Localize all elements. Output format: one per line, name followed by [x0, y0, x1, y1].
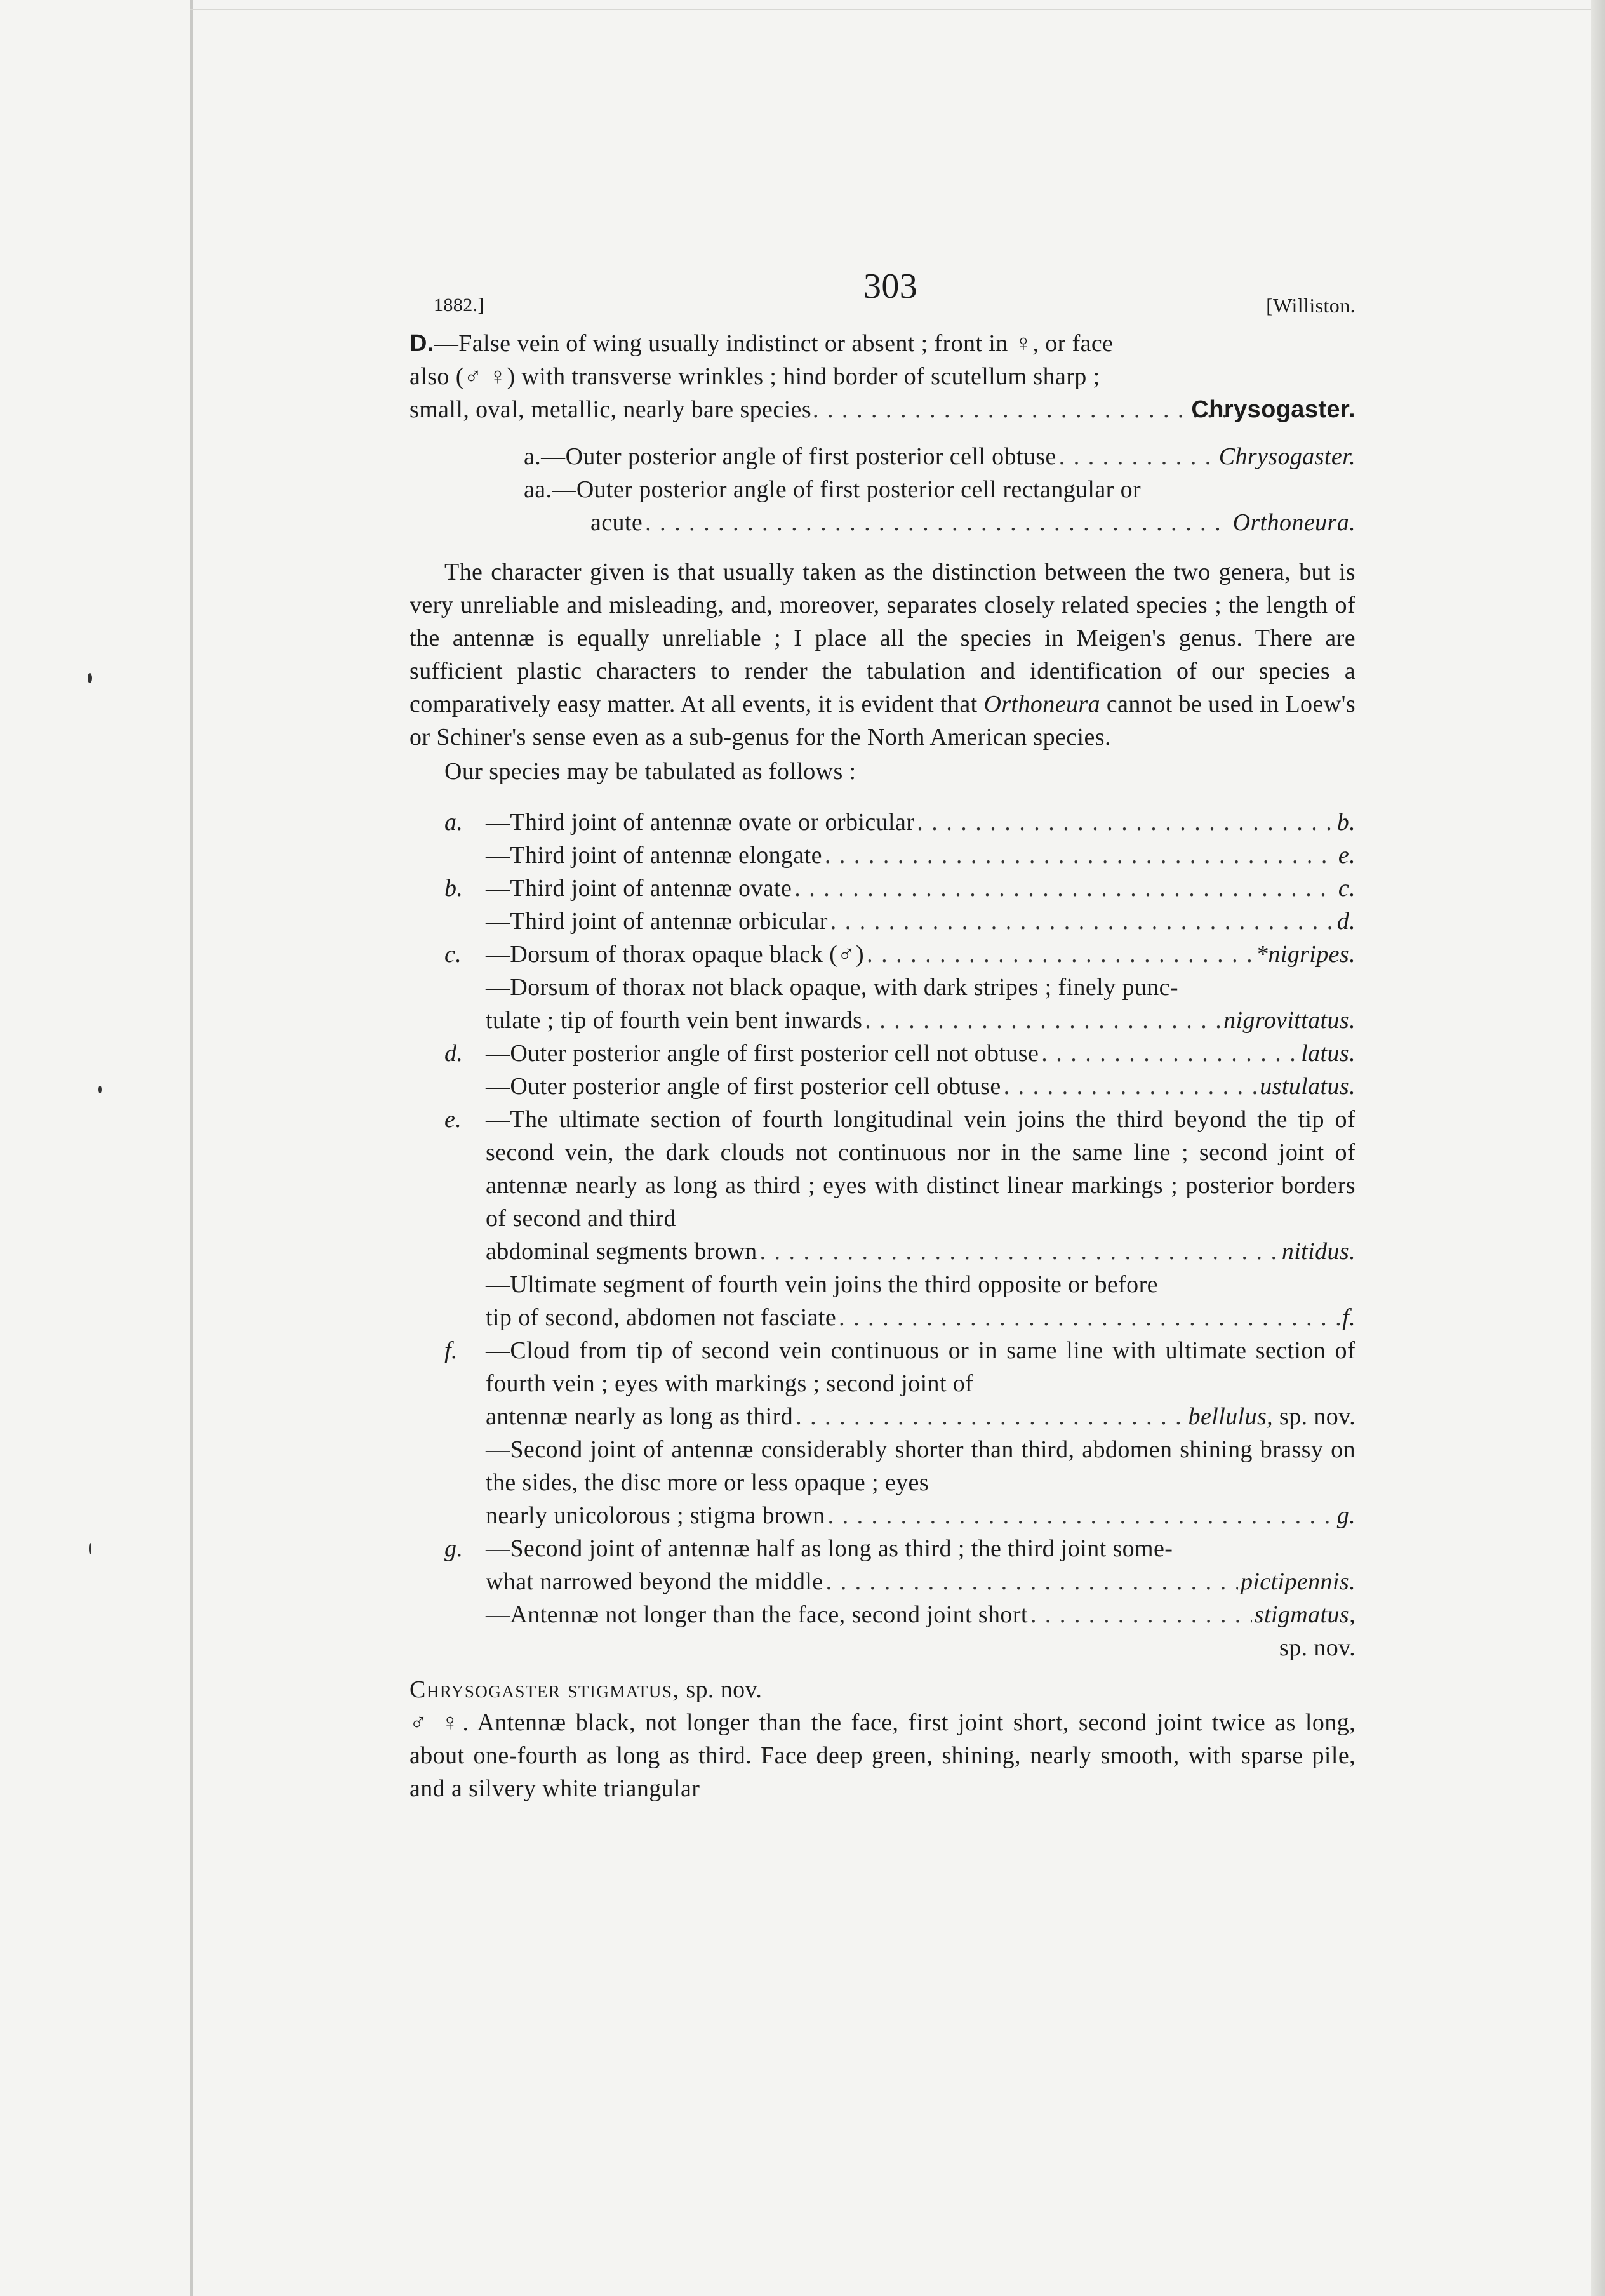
key-couplet-b: b. —Third joint of antennæ ovate . . . c. —Third joint of antennæ orbicular . . . d.: [410, 872, 1355, 938]
scan-speck: [88, 673, 92, 683]
key-intro: Our species may be tabulated as follows :: [444, 758, 856, 785]
header-author: [Williston.: [1266, 294, 1355, 317]
header-year: 1882.]: [434, 295, 484, 316]
binding-gutter-line: [190, 0, 193, 2296]
page-top-edge: [190, 0, 1592, 10]
species-description: ♂ ♀. Antennæ black, not longer than the face, first joint short, second joint twice as long, about one-fourth as long as third. Face deep green, shining, nearly smooth, with sparse pile, and a silvery white triangular: [410, 1709, 1355, 1802]
species-key: [410, 806, 1355, 1664]
key-d-line1: —False vein of wing usually indistinct or absent ; front in ♀, or face: [434, 330, 1114, 357]
page-number: 303: [863, 267, 918, 306]
document-page: [410, 267, 1356, 1805]
key-couplet-c: c. —Dorsum of thorax opaque black (♂) . . . *nigripes. —Dorsum of thorax not black opaque, with dark stripes ; finely punc- tulate ; tip of fourth vein bent inwards . . . nigrovittatus.: [410, 938, 1355, 1037]
key-couplet-g: g. —Second joint of antennæ half as long as third ; the third joint some- what narrowed beyond the middle . . . pictipennis. —Antennæ not longer than the face, second joint short . . . stigmatus, sp. nov.: [410, 1532, 1355, 1664]
subkey-list: [410, 440, 1355, 539]
key-entry-d: [410, 327, 1355, 426]
species-heading: Chrysogaster stigmatus, sp. nov.: [410, 1676, 763, 1703]
body-paragraph: The character given is that usually taken as the distinction between the two genera, but is very unreliable and misleading, and, moreover, separates closely related species ; the length of the antennæ is equally unreliable ; I place all the species in Meigen's genus. There are sufficient plastic characters to render the tabulation and identification of our species a comparatively easy matter. At all events, it is evident that Orthoneura cannot be used in Loew's or Schiner's sense even as a sub-genus for the North American species.: [410, 559, 1356, 751]
key-couplet-f: f. —Cloud from tip of second vein continuous or in same line with ultimate section of fourth vein ; eyes with markings ; second joint of antennæ nearly as long as third . . . bellulus, sp. nov. —Second joint of antennæ considerably shorter than third, abdomen shining brassy on the sides, the disc more or less opaque ; eyes nearly unicolorous ; stigma brown . . . g.: [410, 1334, 1355, 1532]
subkey-item: aa.—Outer posterior angle of first posterior cell rectangular or acute . . . Orthoneura.: [524, 473, 1355, 539]
scan-speck: [98, 1086, 102, 1093]
key-d-line3: small, oval, metallic, nearly bare species: [410, 396, 812, 423]
key-couplet-e: e. —The ultimate section of fourth longitudinal vein joins the third beyond the tip of second vein, the dark clouds not continuous nor in the same line ; second joint of antennæ nearly as long as third ; eyes with distinct linear markings ; posterior borders of second and third abdominal segments brown . . . nitidus. —Ultimate segment of fourth vein joins the third opposite or before tip of second, abdomen not fasciate . . . f.: [410, 1103, 1355, 1334]
scan-speck: [89, 1543, 91, 1554]
key-d-genus: Chrysogaster.: [1191, 396, 1355, 423]
genus-name: Orthoneura: [983, 691, 1100, 718]
page-right-edge: [1591, 0, 1605, 2296]
running-header: [410, 267, 1355, 321]
subkey-item: a.—Outer posterior angle of first posterior cell obtuse . . . Chrysogaster.: [524, 440, 1355, 473]
key-couplet-d: d. —Outer posterior angle of first posterior cell not obtuse . . . latus. —Outer posterior angle of first posterior cell obtuse . . . ustulatus.: [410, 1037, 1355, 1103]
key-d-letter: D.: [410, 330, 434, 357]
key-couplet-a: a. —Third joint of antennæ ovate or orbicular . . . b. —Third joint of antennæ elongate . . . e.: [410, 806, 1355, 872]
key-d-line2: also (♂ ♀) with transverse wrinkles ; hind border of scutellum sharp ;: [410, 363, 1100, 390]
